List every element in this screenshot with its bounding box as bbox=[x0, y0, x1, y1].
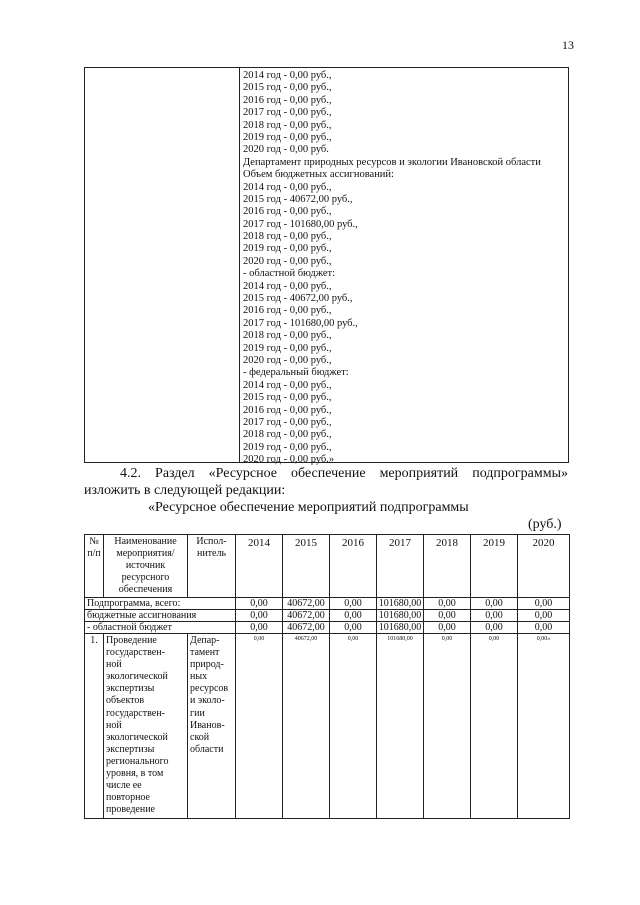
continuation-line: 2015 год - 0,00 руб., bbox=[243, 392, 332, 404]
continuation-line: 2015 год - 0,00 руб., bbox=[243, 82, 332, 94]
continuation-line: 2014 год - 0,00 руб., bbox=[243, 379, 332, 391]
summary-value: 0,00 bbox=[330, 610, 377, 622]
continuation-line: 2020 год - 0,00 руб., bbox=[243, 354, 332, 366]
page-number: 13 bbox=[562, 38, 574, 52]
continuation-line: 2016 год - 0,00 руб., bbox=[243, 94, 332, 106]
summary-value: 40672,00 bbox=[283, 598, 330, 610]
header-year: 2016 bbox=[330, 535, 377, 598]
table-heading: «Ресурсное обеспечение мероприятий подпрограммы bbox=[148, 500, 469, 515]
summary-value: 0,00 bbox=[424, 610, 471, 622]
summary-value: 0,00 bbox=[424, 598, 471, 610]
summary-row bbox=[85, 610, 570, 622]
summary-value: 101680,00 bbox=[377, 598, 424, 610]
item-value: 0,00 bbox=[471, 634, 518, 819]
item-num: 1. bbox=[85, 634, 104, 819]
continuation-line: 2014 год - 0,00 руб., bbox=[243, 181, 332, 193]
item-value: 101680,00 bbox=[377, 634, 424, 819]
summary-row bbox=[85, 598, 570, 610]
header-name: Наименование мероприятия/ источник ресурсного обеспечения bbox=[104, 535, 188, 598]
paragraph-section-title: 4.2. Раздел «Ресурсное обеспечение мероприятий подпрограммы» bbox=[120, 466, 568, 481]
summary-value: 0,00 bbox=[471, 598, 518, 610]
summary-value: 0,00 bbox=[330, 598, 377, 610]
summary-value: 0,00 bbox=[518, 598, 570, 610]
summary-value: 101680,00 bbox=[377, 610, 424, 622]
continuation-line: 2017 год - 101680,00 руб., bbox=[243, 218, 358, 230]
summary-value: 101680,00 bbox=[377, 622, 424, 634]
table-row-item-1 bbox=[85, 634, 570, 819]
item-name: Проведение государствен- ной экологической экспертизы объектов государствен- ной экологической экспертизы регионального уровня, в том числе ее повторное проведение bbox=[104, 634, 188, 819]
continuation-line: 2017 год - 101680,00 руб., bbox=[243, 317, 358, 329]
continuation-line: 2018 год - 0,00 руб., bbox=[243, 429, 332, 441]
item-value: 0,00 bbox=[330, 634, 377, 819]
summary-value: 0,00 bbox=[236, 622, 283, 634]
resource-table bbox=[84, 534, 570, 819]
summary-value: 0,00 bbox=[471, 622, 518, 634]
summary-label: - областной бюджет bbox=[85, 622, 236, 634]
header-year: 2020 bbox=[518, 535, 570, 598]
continuation-line: 2019 год - 0,00 руб., bbox=[243, 243, 332, 255]
summary-value: 0,00 bbox=[518, 610, 570, 622]
column-divider bbox=[239, 68, 240, 462]
item-value: 0,00 bbox=[236, 634, 283, 819]
header-year: 2017 bbox=[377, 535, 424, 598]
item-value: 0,00 bbox=[424, 634, 471, 819]
continuation-line: 2018 год - 0,00 руб., bbox=[243, 330, 332, 342]
header-executor: Испол-нитель bbox=[188, 535, 236, 598]
continuation-line: 2015 год - 40672,00 руб., bbox=[243, 293, 353, 305]
header-year: 2018 bbox=[424, 535, 471, 598]
continuation-line: Департамент природных ресурсов и экологии Ивановской области bbox=[243, 156, 541, 168]
continuation-line: 2018 год - 0,00 руб., bbox=[243, 119, 332, 131]
continuation-line: 2014 год - 0,00 руб., bbox=[243, 280, 332, 292]
item-value: 0,00» bbox=[518, 634, 570, 819]
continuation-table bbox=[84, 67, 569, 466]
continuation-line: 2019 год - 0,00 руб., bbox=[243, 441, 332, 453]
summary-value: 0,00 bbox=[236, 598, 283, 610]
continuation-line: 2016 год - 0,00 руб., bbox=[243, 404, 332, 416]
continuation-line: - областной бюджет: bbox=[243, 268, 335, 280]
table-header-row bbox=[85, 535, 570, 598]
continuation-line: 2015 год - 40672,00 руб., bbox=[243, 193, 353, 205]
summary-row bbox=[85, 622, 570, 634]
continuation-line: 2017 год - 0,00 руб., bbox=[243, 416, 332, 428]
continuation-text bbox=[243, 70, 568, 467]
summary-label: бюджетные ассигнования bbox=[85, 610, 236, 622]
item-executor: Депар- тамент природ- ных ресурсов и эколо- гии Иванов- ской области bbox=[188, 634, 236, 819]
header-year: 2014 bbox=[236, 535, 283, 598]
summary-label: Подпрограмма, всего: bbox=[85, 598, 236, 610]
summary-value: 40672,00 bbox=[283, 610, 330, 622]
continuation-line: 2020 год - 0,00 руб.» bbox=[243, 454, 335, 466]
summary-value: 0,00 bbox=[330, 622, 377, 634]
continuation-line: 2014 год - 0,00 руб., bbox=[243, 70, 332, 81]
summary-value: 0,00 bbox=[518, 622, 570, 634]
summary-value: 0,00 bbox=[236, 610, 283, 622]
continuation-line: - федеральный бюджет: bbox=[243, 367, 349, 379]
paragraph-instruction: изложить в следующей редакции: bbox=[84, 483, 286, 498]
continuation-line: Объем бюджетных ассигнований: bbox=[243, 169, 394, 181]
item-value: 40672,00 bbox=[283, 634, 330, 819]
continuation-line: 2020 год - 0,00 руб., bbox=[243, 255, 332, 267]
continuation-line: 2017 год - 0,00 руб., bbox=[243, 107, 332, 119]
header-num: № п/п bbox=[85, 535, 104, 598]
header-year: 2015 bbox=[283, 535, 330, 598]
header-year: 2019 bbox=[471, 535, 518, 598]
unit-label: (руб.) bbox=[528, 517, 562, 532]
continuation-line: 2016 год - 0,00 руб., bbox=[243, 206, 332, 218]
continuation-line: 2019 год - 0,00 руб., bbox=[243, 342, 332, 354]
summary-value: 0,00 bbox=[471, 610, 518, 622]
summary-value: 40672,00 bbox=[283, 622, 330, 634]
continuation-line: 2016 год - 0,00 руб., bbox=[243, 305, 332, 317]
continuation-line: 2019 год - 0,00 руб., bbox=[243, 131, 332, 143]
summary-value: 0,00 bbox=[424, 622, 471, 634]
continuation-line: 2018 год - 0,00 руб., bbox=[243, 231, 332, 243]
continuation-line: 2020 год - 0,00 руб. bbox=[243, 144, 329, 156]
